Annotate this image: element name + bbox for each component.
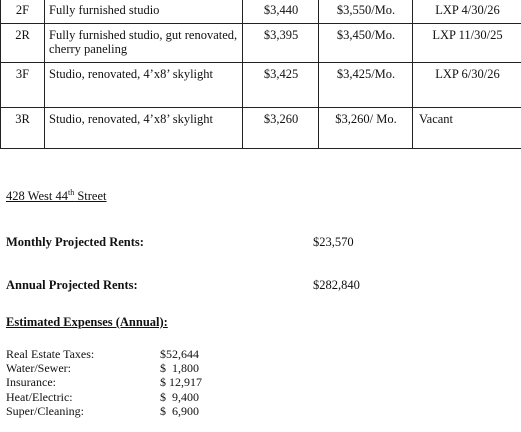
monthly-rents-value: $23,570 bbox=[313, 235, 354, 249]
address-prefix: 428 West 44 bbox=[6, 189, 68, 203]
lease-cell: LXP 6/30/26 bbox=[413, 63, 521, 108]
description-cell: Fully furnished studio, gut renovated, cherry paneling bbox=[45, 24, 243, 63]
table-row bbox=[1, 24, 521, 63]
annual-rents-label: Annual Projected Rents: bbox=[6, 278, 138, 292]
current-rent-cell: $3,425 bbox=[243, 63, 319, 108]
list-item bbox=[6, 404, 266, 418]
projected-rent-cell: $3,425/Mo. bbox=[319, 63, 413, 108]
description-cell: Studio, renovated, 4’x8’ skylight bbox=[45, 63, 243, 108]
unit-cell: 2R bbox=[1, 24, 45, 63]
current-rent-cell: $3,440 bbox=[243, 0, 319, 24]
expenses-list bbox=[6, 347, 266, 418]
unit-cell: 3F bbox=[1, 63, 45, 108]
list-item bbox=[6, 347, 266, 361]
expense-amount: $ 6,900 bbox=[160, 403, 199, 418]
expense-label: Insurance: bbox=[6, 375, 56, 390]
monthly-rents-label: Monthly Projected Rents: bbox=[6, 235, 144, 249]
lease-cell: LXP 4/30/26 bbox=[413, 0, 521, 24]
expense-label: Super/Cleaning: bbox=[6, 403, 84, 418]
projected-rent-cell: $3,450/Mo. bbox=[319, 24, 413, 63]
unit-cell: 2F bbox=[1, 0, 45, 24]
list-item bbox=[6, 390, 266, 404]
expense-amount: $ 12,917 bbox=[160, 375, 202, 390]
lease-cell: Vacant bbox=[413, 108, 521, 149]
annual-rents-value: $282,840 bbox=[313, 278, 360, 292]
description-cell: Studio, renovated, 4’x8’ skylight bbox=[45, 108, 243, 149]
address-ordinal: th bbox=[67, 188, 75, 197]
description-cell: Fully furnished studio bbox=[45, 0, 243, 24]
current-rent-cell: $3,260 bbox=[243, 108, 319, 149]
rent-roll-table bbox=[0, 0, 521, 149]
list-item bbox=[6, 375, 266, 389]
property-address bbox=[6, 189, 107, 204]
projected-rent-cell: $3,550/Mo. bbox=[319, 0, 413, 24]
expense-amount: $ 1,800 bbox=[160, 361, 199, 376]
expense-amount: $52,644 bbox=[160, 347, 199, 361]
current-rent-cell: $3,395 bbox=[243, 24, 319, 63]
expense-label: Heat/Electric: bbox=[6, 389, 73, 404]
projected-rent-cell: $3,260/ Mo. bbox=[319, 108, 413, 149]
expense-amount: $ 9,400 bbox=[160, 389, 199, 404]
table-row bbox=[1, 108, 521, 149]
expense-label: Water/Sewer: bbox=[6, 361, 72, 376]
expenses-heading: Estimated Expenses (Annual): bbox=[6, 315, 168, 329]
address-suffix: Street bbox=[74, 189, 107, 203]
table-row bbox=[1, 0, 521, 24]
expense-label: Real Estate Taxes: bbox=[6, 347, 95, 361]
list-item bbox=[6, 361, 266, 375]
table-row bbox=[1, 63, 521, 108]
unit-cell: 3R bbox=[1, 108, 45, 149]
lease-cell: LXP 11/30/25 bbox=[413, 24, 521, 63]
